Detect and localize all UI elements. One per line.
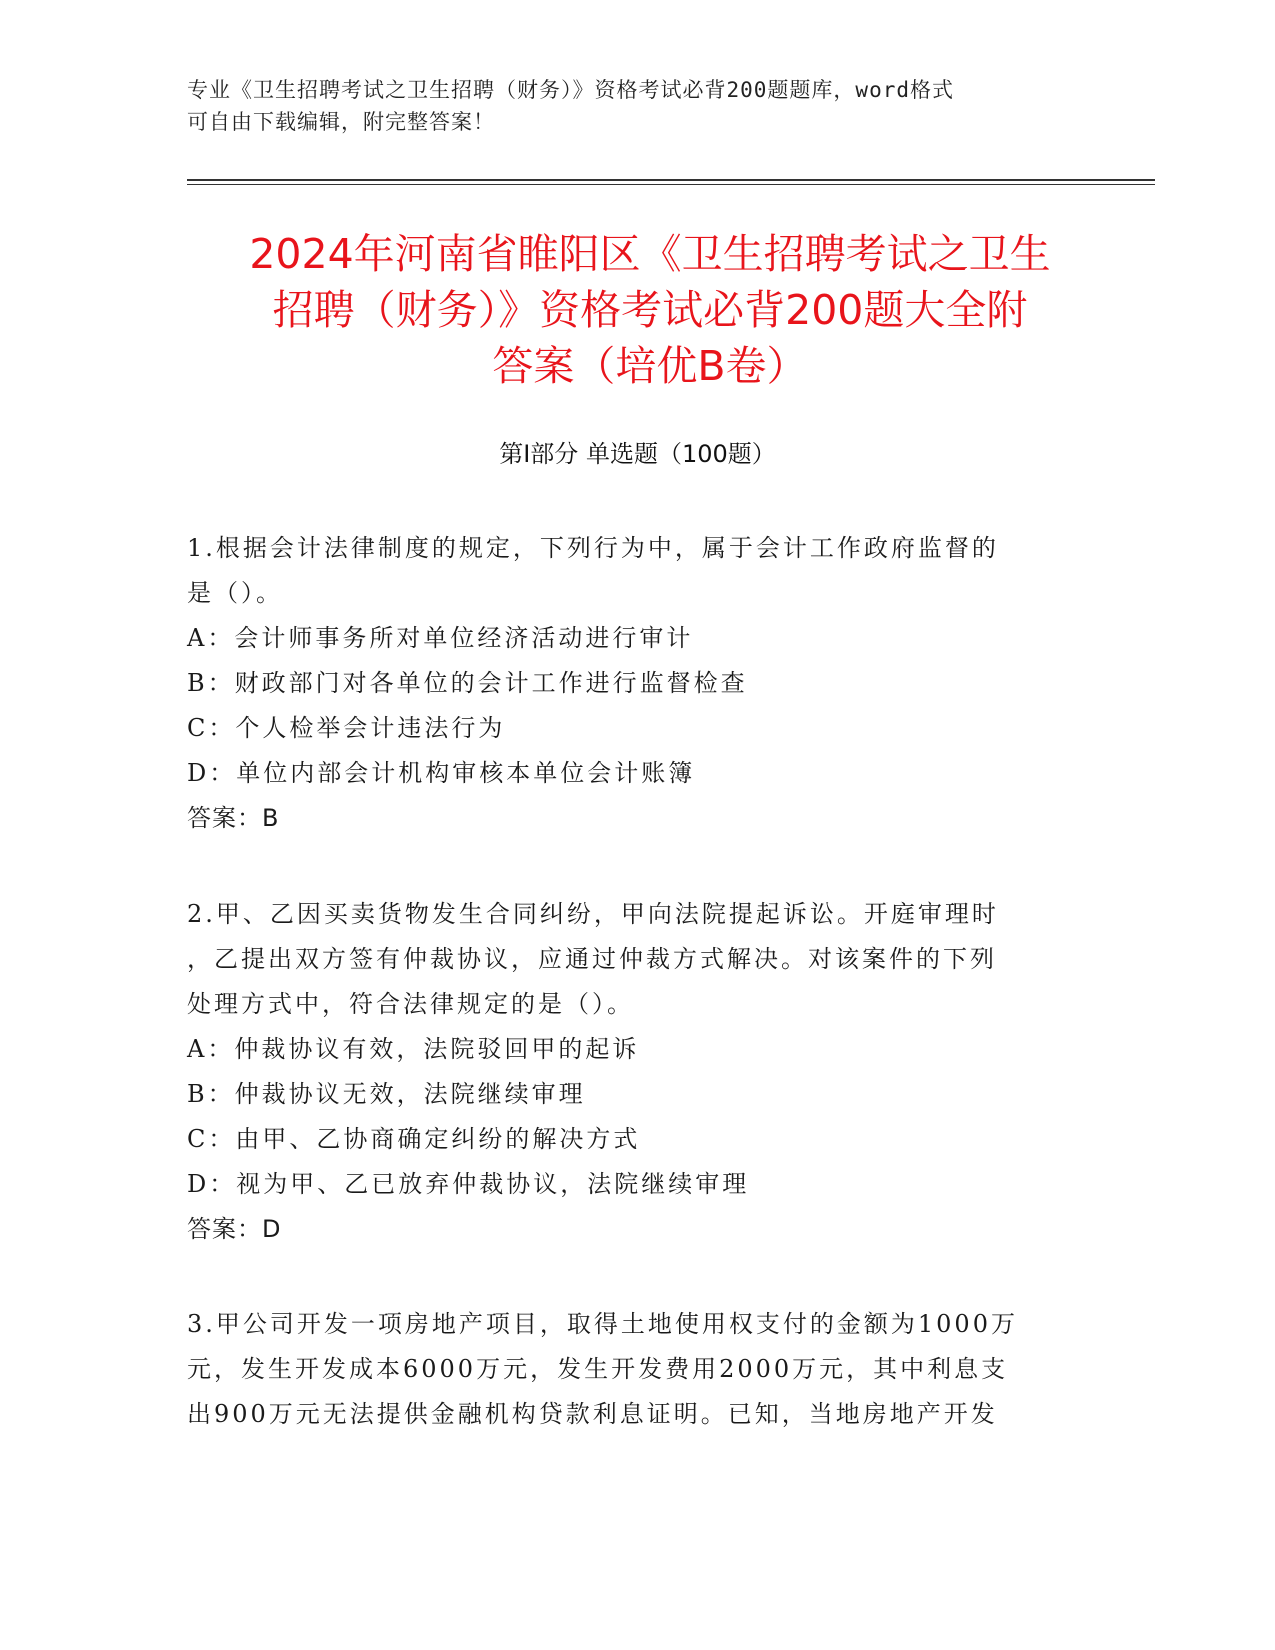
question-stem: 处理方式中，符合法律规定的是（）。	[187, 990, 634, 1018]
question-item	[187, 526, 1087, 841]
question-option: D：视为甲、乙已放弃仲裁协议，法院继续审理	[187, 1170, 750, 1198]
question-answer: 答案：B	[187, 804, 280, 832]
question-item	[187, 1302, 1087, 1437]
header-divider	[187, 179, 1155, 181]
header-divider-thin	[187, 184, 1155, 185]
document-title-line: 答案（培优B卷）	[492, 342, 808, 390]
question-stem: 1.根据会计法律制度的规定，下列行为中，属于会计工作政府监督的	[187, 534, 999, 562]
question-stem: ，乙提出双方签有仲裁协议，应通过仲裁方式解决。对该案件的下列	[187, 945, 997, 973]
question-stem: 元，发生开发成本6000万元，发生开发费用2000万元，其中利息支	[187, 1355, 1009, 1383]
document-title-line: 2024年河南省睢阳区《卫生招聘考试之卫生	[249, 230, 1051, 278]
question-item	[187, 892, 1087, 1252]
question-stem: 出900万元无法提供金融机构贷款利息证明。已知，当地房地产开发	[187, 1400, 998, 1428]
header-note	[187, 74, 1067, 138]
section-title: 第Ⅰ部分 单选题（100题）	[499, 440, 776, 468]
header-note-line: 可自由下载编辑，附完整答案！	[187, 110, 495, 134]
document-title-line: 招聘（财务）》资格考试必背200题大全附	[272, 286, 1028, 334]
question-option: C：由甲、乙协商确定纠纷的解决方式	[187, 1125, 641, 1153]
question-option: A：会计师事务所对单位经济活动进行审计	[187, 624, 694, 652]
question-option: B：财政部门对各单位的会计工作进行监督检查	[187, 669, 748, 697]
header-note-line: 专业《卫生招聘考试之卫生招聘（财务）》资格考试必背200题题库，word格式	[187, 78, 954, 102]
question-option: B：仲裁协议无效，法院继续审理	[187, 1080, 586, 1108]
document-title	[150, 226, 1150, 394]
question-option: C：个人检举会计违法行为	[187, 714, 506, 742]
question-stem: 3.甲公司开发一项房地产项目，取得土地使用权支付的金额为1000万	[187, 1310, 1018, 1338]
question-option: A：仲裁协议有效，法院驳回甲的起诉	[187, 1035, 640, 1063]
question-option: D：单位内部会计机构审核本单位会计账簿	[187, 759, 696, 787]
question-stem: 是（）。	[187, 579, 283, 607]
question-stem: 2.甲、乙因买卖货物发生合同纠纷，甲向法院提起诉讼。开庭审理时	[187, 900, 999, 928]
question-answer: 答案：D	[187, 1215, 282, 1243]
